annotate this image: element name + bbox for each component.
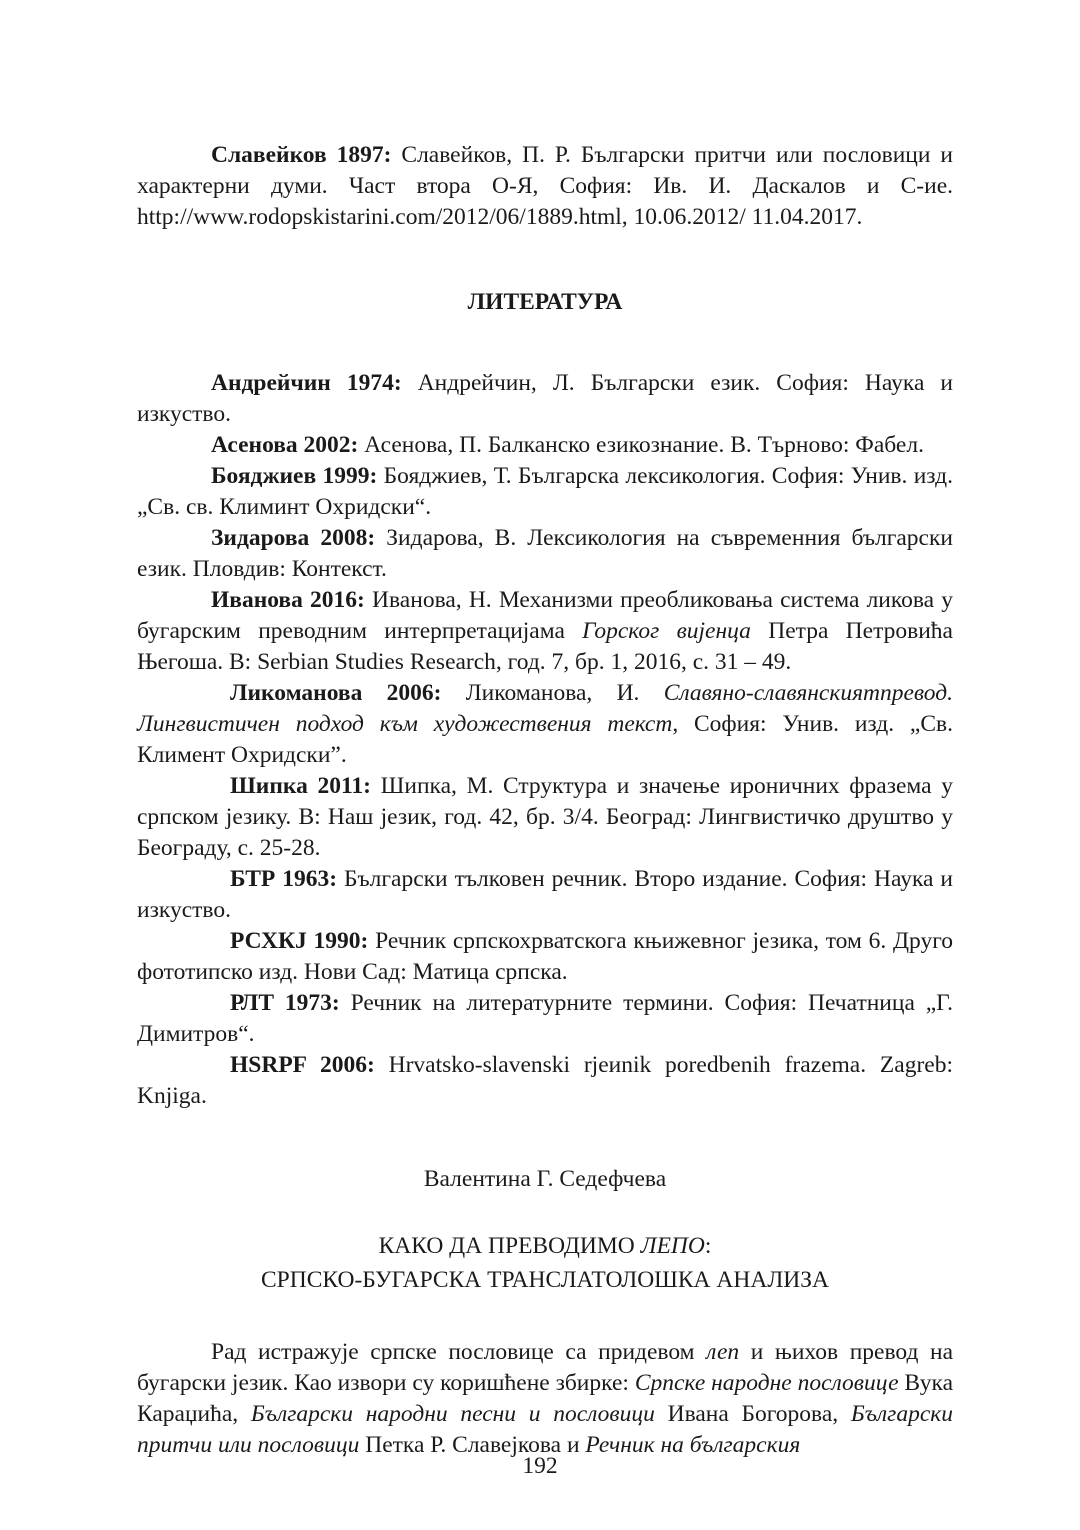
reference-key: Шипка 2011: — [230, 773, 372, 799]
reference-text: , София: Унив. изд. „Св. Климент Охридски”. — [137, 711, 953, 768]
reference-text: Зидарова, В. Лексикология на съвременния български език. Пловдив: Контекст. — [137, 525, 953, 582]
abstract-text: Петка Р. Славејкова и — [359, 1432, 586, 1458]
reference-entry — [137, 523, 953, 585]
reference-text: Асенова, П. Балканско езикознание. В. Търново: Фабел. — [358, 432, 924, 458]
reference-text: Ликоманова, И. — [441, 680, 664, 706]
reference-text: Петра Петровића Његоша. В: Serbian Studies Research, год. 7, бр. 1, 2016, с. 31 – 49. — [137, 618, 953, 675]
reference-text: Речник на литературните термини. София: Печатница „Г. Димитров“. — [137, 990, 953, 1047]
reference-entry — [137, 926, 953, 988]
reference-key: Андрейчин 1974: — [211, 370, 402, 396]
reference-entry — [137, 864, 953, 926]
title-line1-colon: : — [704, 1233, 712, 1259]
page-number: 192 — [522, 1453, 558, 1479]
source-key: Славейков 1897: — [211, 142, 392, 168]
reference-text: Речник српскохрватскога књижевног језика, том 6. Друго фототипско изд. Нови Сад: Матица српска. — [137, 928, 954, 985]
reference-text: Български тълковен речник. Второ издание. София: Наука и изкуство. — [137, 866, 953, 923]
abstract-italic: Български народни песни и пословици — [250, 1401, 655, 1427]
reference-list — [137, 368, 953, 1112]
reference-text: Андрейчин, Л. Български език. София: Наука и изкуство. — [137, 370, 953, 427]
reference-key: Иванова 2016: — [211, 587, 365, 613]
abstract-text: Ивана Богорова, — [654, 1401, 851, 1427]
abstract-italic: Српске народне пословице — [634, 1370, 899, 1396]
reference-key: РСХКЈ 1990: — [230, 928, 369, 954]
reference-key: Зидарова 2008: — [211, 525, 376, 551]
article-title — [137, 1229, 953, 1297]
title-line2-text: СРПСКО-БУГАРСКА ТРАНСЛАТОЛОШКА АНАЛИЗА — [261, 1267, 829, 1293]
abstract-text: Рад истражује српске пословице са придевом — [211, 1339, 707, 1365]
reference-entry — [137, 461, 953, 523]
reference-text: Шипка, М. Структура и значење ироничних фразема у српском језику. В: Наш језик, год. 42, бр. 3/4. Београд: Лингвистичко друштво у Београду, с. 25-28. — [137, 773, 953, 861]
abstract-italic: леп — [706, 1339, 740, 1365]
author-name: Валентина Г. Седефчева — [423, 1166, 667, 1192]
reference-key: Асенова 2002: — [211, 432, 359, 458]
source-entry — [137, 140, 953, 233]
abstract-text: и њихов превод на бугарски језик. Као извори су коришћене збирке: — [137, 1339, 954, 1396]
title-line1-italic: ЛЕПО — [640, 1233, 705, 1259]
reference-key: Бояджиев 1999: — [211, 463, 378, 489]
reference-entry — [137, 368, 953, 430]
reference-text: Бояджиев, Т. Българска лексикология. София: Унив. изд. „Св. св. Климинт Охридски“. — [137, 463, 953, 520]
reference-key: РЛТ 1973: — [230, 990, 340, 1016]
reference-entry — [137, 678, 953, 771]
abstract-italic: Речник на българския — [585, 1432, 801, 1458]
abstract-text: Вука Караџића, — [137, 1370, 953, 1427]
title-line1-text: КАКО ДА ПРЕВОДИМО — [378, 1233, 641, 1259]
reference-entry — [137, 1050, 953, 1112]
literature-heading: ЛИТЕРАТУРА — [467, 289, 623, 315]
reference-key: БТР 1963: — [230, 866, 338, 892]
reference-italic-title: Славяно-славянскиятпревод. Лингвистичен подход към художествения текст — [137, 680, 953, 737]
reference-key: Ликоманова 2006: — [230, 680, 442, 706]
reference-entry — [137, 585, 953, 678]
reference-key: HSRPF 2006: — [230, 1052, 375, 1078]
abstract-paragraph — [137, 1337, 953, 1461]
reference-entry — [137, 771, 953, 864]
reference-text: Hrvatsko-slavenski rjeиnik poredbenih frazema. Zagreb: Knjiga. — [137, 1052, 953, 1109]
reference-entry — [137, 430, 953, 461]
abstract-italic: Български притчи или пословици — [137, 1401, 953, 1458]
source-text: Славейков, П. Р. Български притчи или пословици и характерни думи. Част втора О-Я, София: Ив. И. Даскалов и С-ие. http://www.rodopskistarini.com/2012/06/1889.html, 10.06.2012/ 11.04.2017. — [137, 142, 953, 230]
reference-entry — [137, 988, 953, 1050]
reference-text: Иванова, Н. Механизми преобликовања система ликова у бугарским преводним интерпретацијама — [137, 587, 953, 644]
reference-italic-title: Горског вијенца — [582, 618, 751, 644]
